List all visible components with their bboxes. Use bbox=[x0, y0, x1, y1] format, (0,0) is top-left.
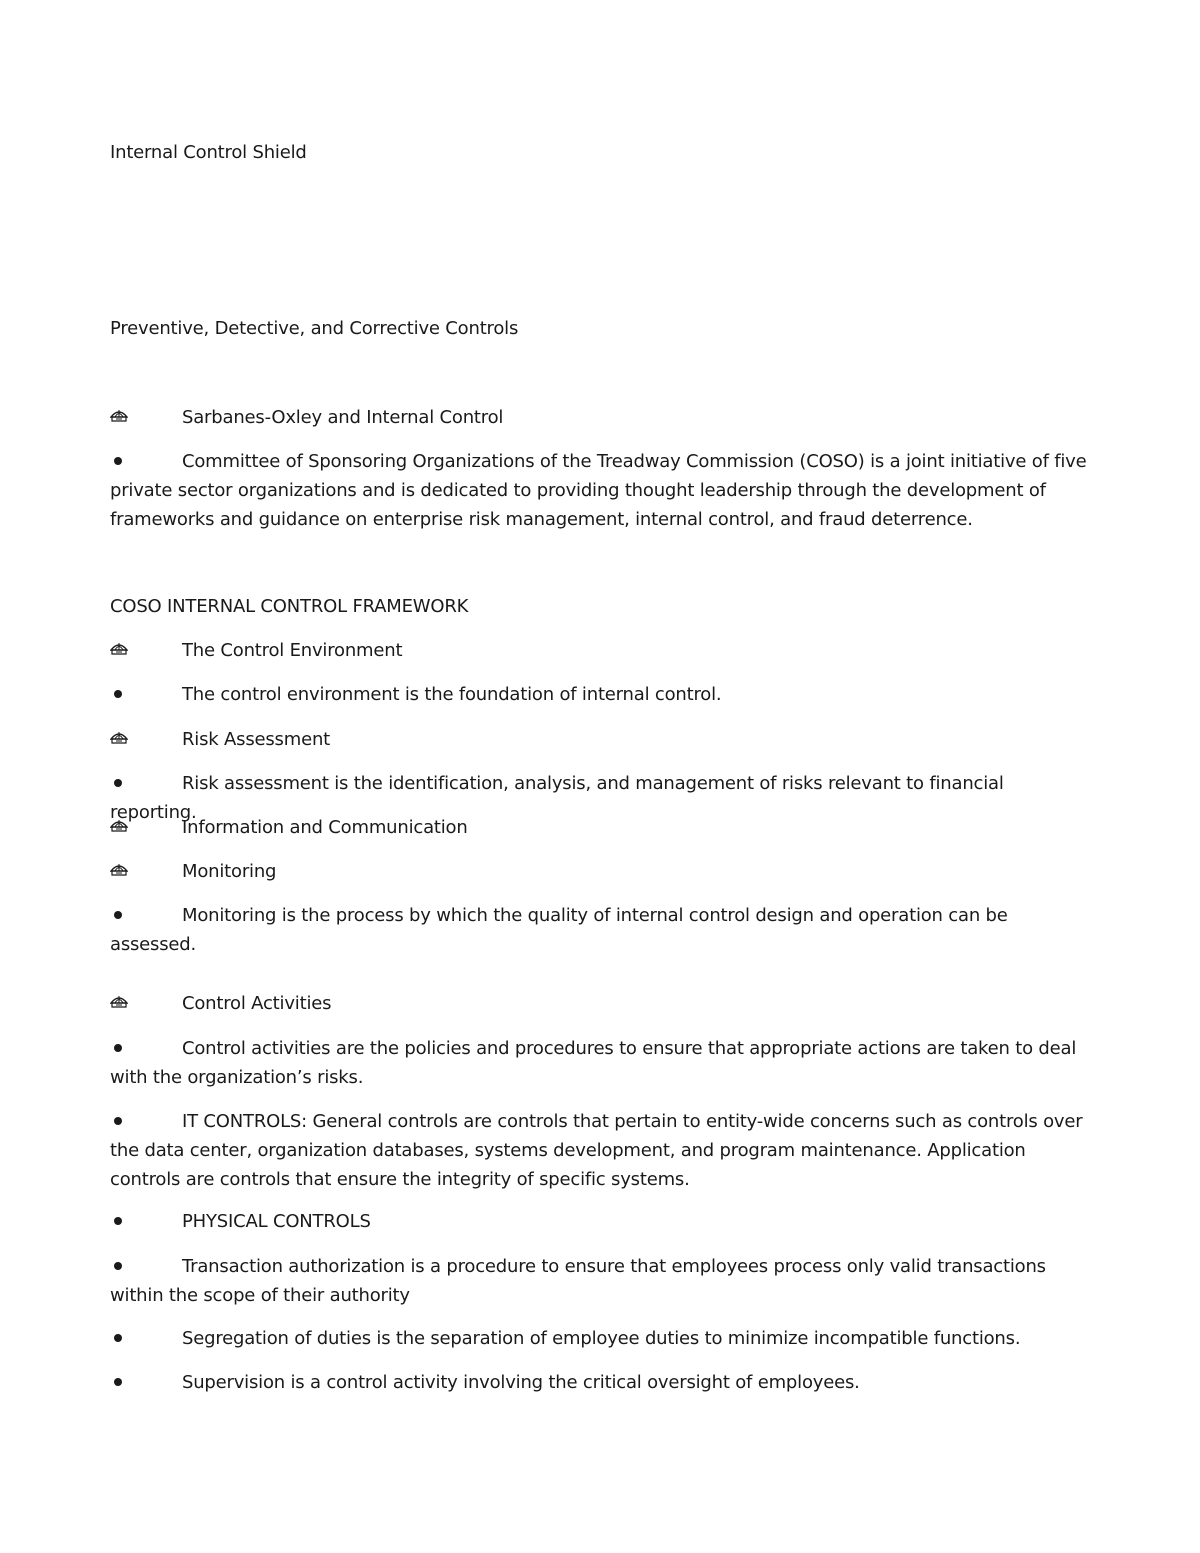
bullet-icon bbox=[110, 447, 180, 476]
list-item-text: Monitoring bbox=[182, 861, 277, 882]
list-item-text: Control activities are the policies and procedures to ensure that appropriate actions are taken to deal with the organization’s risks. bbox=[110, 1038, 1077, 1088]
list-item bbox=[110, 636, 1095, 665]
list-item-text: Risk assessment is the identification, analysis, and management of risks relevant to financial reporting. bbox=[110, 773, 1004, 823]
list-item-text: Committee of Sponsoring Organizations of the Treadway Commission (COSO) is a joint initiative of five private sector organizations and is dedicated to providing thought leadership through the development of frameworks and guidance on enterprise risk management, internal control, and fraud deterrence. bbox=[110, 451, 1087, 530]
document-title: Internal Control Shield bbox=[110, 142, 307, 163]
list-item-text: The control environment is the foundation of internal control. bbox=[182, 684, 722, 705]
umbrella-icon bbox=[110, 989, 180, 1018]
umbrella-icon bbox=[110, 636, 180, 665]
bullet-icon bbox=[110, 1034, 180, 1063]
list-item bbox=[110, 1368, 1095, 1397]
list-item bbox=[110, 1252, 1095, 1310]
umbrella-icon bbox=[110, 725, 180, 754]
list-item bbox=[110, 447, 1095, 534]
umbrella-icon bbox=[110, 857, 180, 886]
list-item bbox=[110, 813, 1095, 842]
list-item bbox=[110, 901, 1095, 959]
umbrella-icon bbox=[110, 403, 180, 432]
bullet-icon bbox=[110, 901, 180, 930]
list-item-text: Sarbanes-Oxley and Internal Control bbox=[182, 407, 504, 428]
list-item-text: Monitoring is the process by which the quality of internal control design and operation can be assessed. bbox=[110, 905, 1008, 955]
list-item-text: Risk Assessment bbox=[182, 729, 331, 750]
list-item-text: Segregation of duties is the separation of employee duties to minimize incompatible functions. bbox=[182, 1328, 1021, 1349]
bullet-icon bbox=[110, 1207, 180, 1236]
list-item-text: IT CONTROLS: General controls are controls that pertain to entity-wide concerns such as controls over the data center, organization databases, systems development, and program maintenance. Application controls are controls that ensure the integrity of specific systems. bbox=[110, 1111, 1083, 1190]
list-item-text: Information and Communication bbox=[182, 817, 468, 838]
list-item-text: Supervision is a control activity involving the critical oversight of employees. bbox=[182, 1372, 860, 1393]
section-heading: Preventive, Detective, and Corrective Controls bbox=[110, 318, 519, 339]
list-item bbox=[110, 403, 1095, 432]
bullet-icon bbox=[110, 769, 180, 798]
list-item-text: Control Activities bbox=[182, 993, 332, 1014]
list-item-text: PHYSICAL CONTROLS bbox=[182, 1211, 371, 1232]
bullet-icon bbox=[110, 1252, 180, 1281]
list-item bbox=[110, 1324, 1095, 1353]
list-item-text: Transaction authorization is a procedure to ensure that employees process only valid transactions within the scope of their authority bbox=[110, 1256, 1046, 1306]
list-item bbox=[110, 1107, 1095, 1194]
list-item-text: The Control Environment bbox=[182, 640, 403, 661]
list-item bbox=[110, 1034, 1095, 1092]
list-item bbox=[110, 680, 1095, 709]
bullet-icon bbox=[110, 1324, 180, 1353]
list-item bbox=[110, 1207, 1095, 1236]
list-item bbox=[110, 857, 1095, 886]
framework-heading: COSO INTERNAL CONTROL FRAMEWORK bbox=[110, 596, 469, 617]
bullet-icon bbox=[110, 1107, 180, 1136]
umbrella-icon bbox=[110, 813, 180, 842]
list-item bbox=[110, 989, 1095, 1018]
list-item bbox=[110, 725, 1095, 754]
bullet-icon bbox=[110, 1368, 180, 1397]
bullet-icon bbox=[110, 680, 180, 709]
